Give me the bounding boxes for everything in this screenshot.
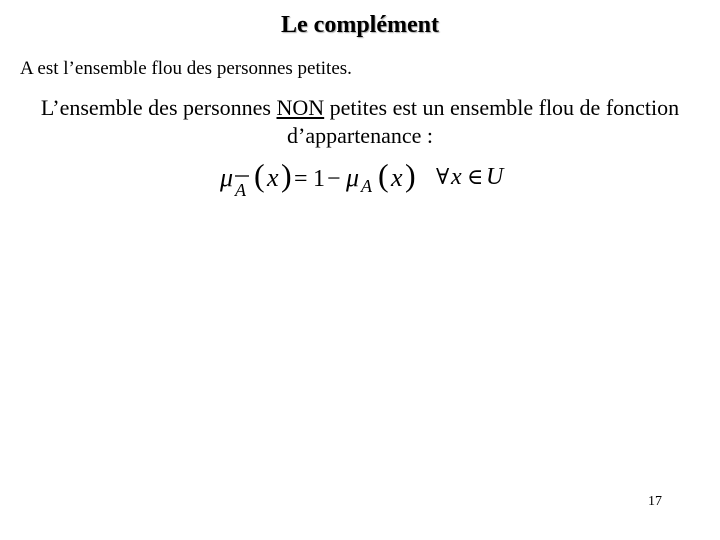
formula-minus: −: [327, 166, 341, 192]
statement-emphasis-non: NON: [276, 95, 325, 120]
formula-sub-right: A: [361, 176, 372, 196]
formula-var-right: x: [391, 163, 403, 192]
slide-title: Le complément: [281, 12, 439, 38]
formula-svg: [218, 150, 518, 206]
formula-var-left: x: [267, 163, 279, 192]
formula-element-of: ∈: [467, 164, 484, 189]
formula-one: 1: [313, 166, 325, 192]
page-number: 17: [648, 494, 662, 509]
complement-statement: [0, 94, 720, 150]
formula-paren-right-open: (: [378, 157, 389, 193]
formula-mu-right: μ: [346, 163, 360, 192]
formula-sub-left: A: [235, 180, 246, 200]
statement-part-1: L’ensemble des personnes: [40, 95, 277, 120]
formula-mu-left: μ: [220, 163, 234, 192]
formula-forall: ∀: [436, 164, 450, 189]
statement-part-2: petites est un ensemble flou de fonction d’appartenance :: [287, 95, 680, 148]
formula-paren-left-open: (: [254, 157, 265, 193]
complement-formula: [218, 150, 518, 206]
formula-universe-set: U: [486, 164, 504, 190]
formula-equals: =: [294, 166, 308, 192]
formula-var-quantified: x: [451, 164, 462, 190]
formula-paren-left-close: ): [281, 157, 292, 193]
formula-paren-right-close: ): [405, 157, 416, 193]
intro-text: A est l’ensemble flou des personnes petites.: [20, 58, 352, 79]
